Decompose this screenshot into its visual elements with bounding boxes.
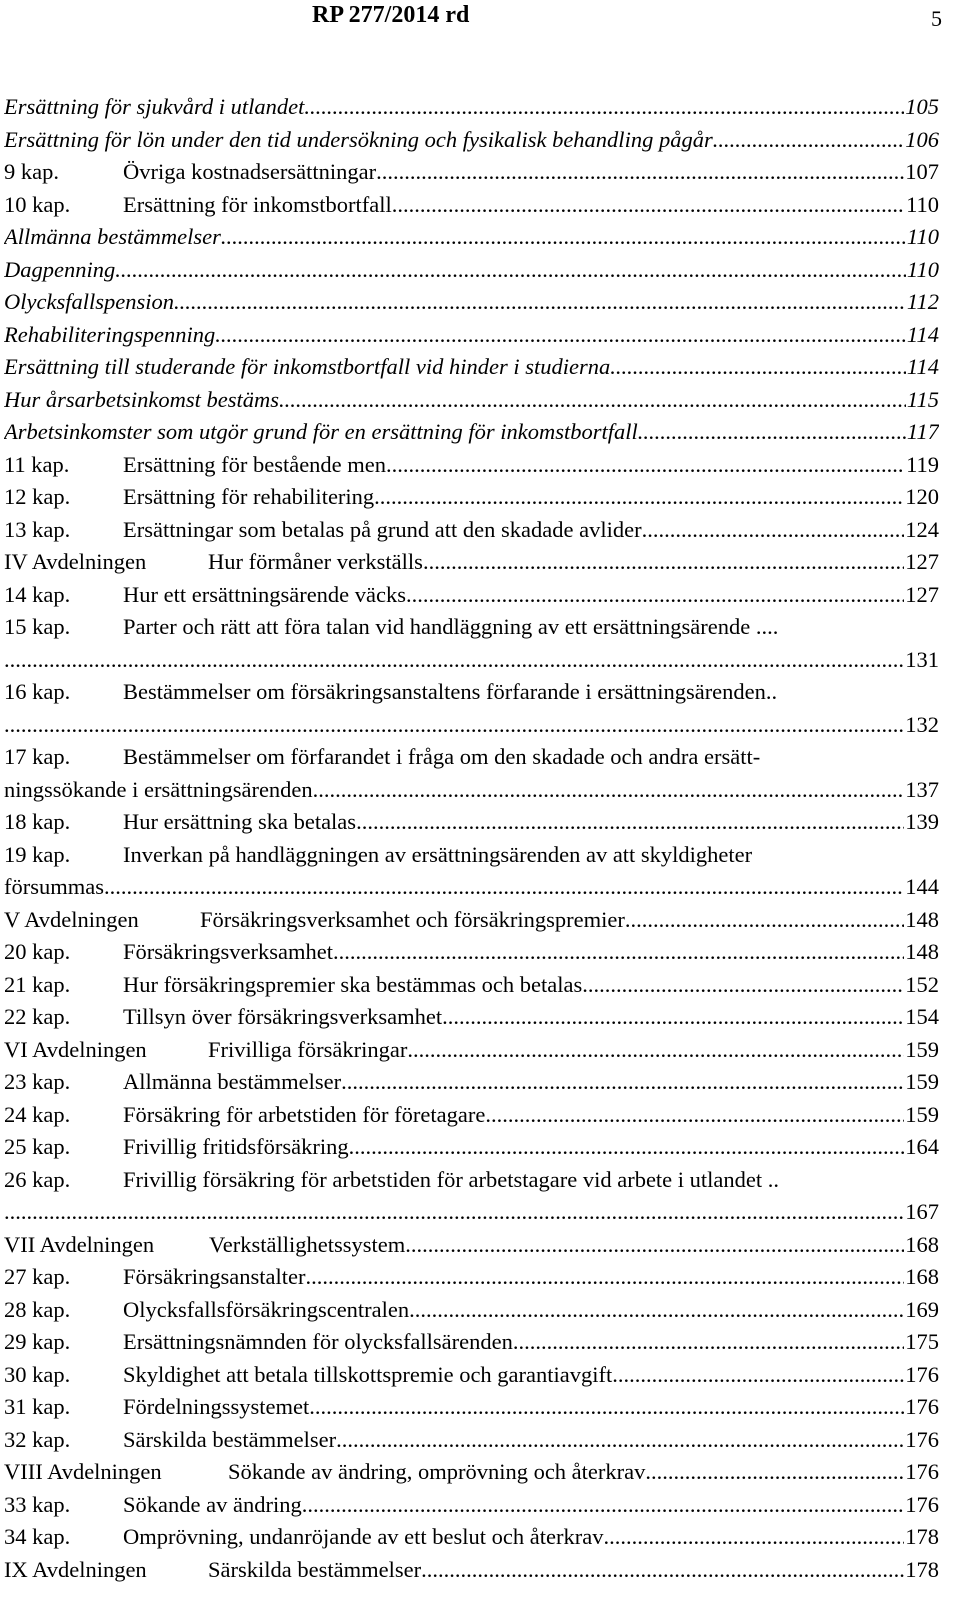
toc-entry-title: Särskilda bestämmelser [208,1556,422,1582]
toc-entry [4,1001,939,1034]
toc-entry-label [4,221,906,254]
leader-dots [645,1456,904,1489]
toc-entry-page: 115 [906,386,939,412]
leader-dots [221,221,906,254]
toc-entry-title: Bestämmelser om försäkringsanstaltens förfarande i ersättningsärenden.. [123,679,778,704]
toc-entry [4,546,939,579]
toc-entry-label [4,91,904,124]
toc-entry-number: 15 kap. [4,614,71,639]
toc-entry-number: 9 kap. [4,159,59,184]
toc-entry-number: IV Avdelningen [4,549,147,574]
toc-entry-title: Ersättning för inkomstbortfall [123,191,392,217]
toc-entry-label [4,286,906,319]
toc-entry-page: 176 [905,1491,939,1517]
toc-entry [4,254,939,287]
toc-entry [4,156,939,189]
toc-entry-title: Allmänna bestämmelser [4,224,221,249]
toc-entry-title: Allmänna bestämmelser [123,1069,342,1094]
toc-entry-number: 14 kap. [4,581,71,607]
leader-dots [386,449,905,482]
toc-entry-page: 114 [906,321,939,347]
toc-entry-label [4,546,904,579]
toc-entry-page: 127 [905,549,939,574]
leader-dots [407,1034,904,1067]
toc-entry-number: 29 kap. [4,1329,71,1354]
toc-entry-title: Ersättning för bestående men [123,451,387,477]
toc-entry-label [4,1066,904,1099]
toc-entry-number: 33 kap. [4,1491,71,1517]
toc-entry-label [4,1229,904,1262]
leader-dots [442,1001,904,1034]
toc-entry-title: Inverkan på handläggningen av ersättningsärenden av att skyldigheter [123,841,753,867]
toc-entry-page: 107 [905,159,939,184]
toc-entry [4,1424,939,1457]
toc-entry [4,904,939,937]
toc-entry-page: 124 [905,516,939,542]
toc-entry-title: Sökande av ändring, omprövning och återkrav [228,1459,646,1484]
leader-dots [405,1229,904,1262]
leader-dots [713,124,905,157]
toc-entry [4,91,939,124]
toc-entry-title: Tillsyn över försäkringsverksamhet [123,1004,443,1029]
toc-entry-title: Skyldighet att betala tillskottspremie och garantiavgift [123,1361,613,1387]
toc-entry-page: 154 [905,1004,939,1029]
toc-entry [4,1326,939,1359]
toc-entry-page: 148 [905,906,939,932]
leader-dots [642,514,905,547]
toc-entry-title: försummas [4,874,104,899]
toc-entry-number: V Avdelningen [4,906,139,932]
toc-entry [4,1196,939,1229]
leader-dots [174,286,906,319]
toc-entry-label [4,709,904,742]
toc-entry-page: 132 [905,711,939,737]
toc-entry-number: 21 kap. [4,971,71,997]
toc-entry-number: 17 kap. [4,744,71,769]
toc-entry-number: 23 kap. [4,1069,71,1094]
toc-entry-label [4,1196,904,1229]
toc-entry-page: 112 [906,289,939,314]
toc-entry-label [4,969,904,1002]
toc-entry [4,514,939,547]
toc-entry-label [4,579,904,612]
toc-entry-page: 119 [906,451,939,477]
leader-dots [752,839,939,872]
toc-entry-label [4,644,904,677]
leader-dots [4,709,904,742]
toc-entry [4,676,939,709]
toc-entry-label [4,611,939,644]
toc-entry-page: 167 [905,1199,939,1224]
toc-entry-page: 139 [905,809,939,834]
toc-entry-label [4,1001,904,1034]
toc-entry-label [4,1424,904,1457]
toc-entry [4,189,939,222]
toc-entry-label [4,1034,904,1067]
toc-entry-label [4,806,904,839]
toc-entry [4,124,939,157]
page-header [0,2,960,34]
leader-dots [333,936,904,969]
toc-entry-title: ningssökande i ersättningsärenden [4,776,313,802]
leader-dots [309,1391,904,1424]
toc-entry [4,1456,939,1489]
toc-entry-label [4,904,904,937]
toc-entry-number: 34 kap. [4,1524,71,1549]
toc-entry-number: IX Avdelningen [4,1556,147,1582]
toc-entry-number: 22 kap. [4,1004,71,1029]
toc-entry-title: Arbetsinkomster som utgör grund för en ersättning för inkomstbortfall [4,419,638,444]
leader-dots [304,91,904,124]
toc-entry-label [4,839,939,872]
toc-entry [4,416,939,449]
toc-entry-page: 110 [906,256,939,282]
toc-entry [4,969,939,1002]
toc-entry-title: Hur förmåner verkställs [208,549,423,574]
toc-entry-page: 176 [905,1426,939,1452]
toc-entry-title: Sökande av ändring [123,1491,302,1517]
toc-entry-title: Frivilliga försäkringar [208,1036,408,1062]
toc-entry-title: Hur ersättning ska betalas [123,809,357,834]
toc-entry [4,579,939,612]
toc-entry [4,806,939,839]
toc-entry-label [4,1489,904,1522]
leader-dots [409,1294,904,1327]
toc-entry-label [4,319,906,352]
toc-entry [4,221,939,254]
toc-entry-number: 24 kap. [4,1101,71,1127]
leader-dots [104,871,904,904]
leader-dots [610,351,906,384]
document-id: RP 277/2014 rd [312,2,470,28]
toc-entry-label [4,384,906,417]
leader-dots [423,546,904,579]
toc-entry-title: Försäkringsverksamhet och försäkringspremier [200,906,625,932]
toc-entry-number: 31 kap. [4,1394,71,1419]
toc-entry [4,774,939,807]
toc-entry-title: Särskilda bestämmelser [123,1426,337,1452]
toc-entry-page: 178 [905,1556,939,1582]
leader-dots [760,741,939,774]
toc-entry [4,1261,939,1294]
leader-dots [779,1164,939,1197]
toc-entry-page: 168 [905,1231,939,1257]
toc-entry-page: 106 [905,126,939,152]
toc-entry-label [4,871,904,904]
toc-entry-page: 120 [905,484,939,509]
leader-dots [336,1424,904,1457]
toc-entry [4,936,939,969]
leader-dots [778,611,939,644]
toc-entry-title: Ersättning till studerande för inkomstbortfall vid hinder i studierna [4,354,611,379]
leader-dots [356,806,904,839]
leader-dots [603,1521,904,1554]
toc-entry [4,709,939,742]
toc-entry-number: 32 kap. [4,1426,71,1452]
toc-entry [4,871,939,904]
toc-entry [4,1554,939,1587]
toc-entry-title: Frivillig fritidsförsäkring [123,1134,349,1159]
toc-entry-label [4,1521,904,1554]
toc-entry-number: VI Avdelningen [4,1036,147,1062]
toc-entry [4,1391,939,1424]
toc-entry-page: 110 [906,224,939,249]
leader-dots [279,384,906,417]
toc-entry-page: 169 [905,1296,939,1322]
toc-entry-number: 12 kap. [4,484,71,509]
toc-entry-page: 137 [905,776,939,802]
toc-entry-title: Verkställighetssystem [209,1231,406,1257]
toc-entry-title: Frivillig försäkring för arbetstiden för arbetstagare vid arbete i utlandet .. [123,1166,780,1192]
toc-entry-number: 13 kap. [4,516,71,542]
toc-entry-label [4,254,906,287]
toc-entry-number: 20 kap. [4,939,71,964]
leader-dots [513,1326,904,1359]
leader-dots [485,1099,904,1132]
toc-entry [4,351,939,384]
toc-entry-title: Parter och rätt att föra talan vid handläggning av ett ersättningsärende .... [123,614,779,639]
toc-entry-label [4,481,904,514]
leader-dots [612,1359,904,1392]
toc-entry-page: 168 [905,1264,939,1289]
toc-entry [4,286,939,319]
toc-entry-label [4,1131,904,1164]
toc-entry [4,1521,939,1554]
toc-entry [4,449,939,482]
toc-entry-page: 127 [905,581,939,607]
toc-entry-page: 144 [905,874,939,899]
toc-entry-number: 30 kap. [4,1361,71,1387]
toc-entry-page: 159 [905,1101,939,1127]
toc-entry-label [4,351,906,384]
toc-entry-title: Olycksfallsförsäkringscentralen [123,1296,410,1322]
toc-entry-label [4,1099,904,1132]
toc-entry-title: Ersättning för sjukvård i utlandet [4,94,305,119]
toc-entry-title: Hur ett ersättningsärende väcks [123,581,407,607]
toc-entry-page: 159 [905,1036,939,1062]
toc-entry [4,319,939,352]
leader-dots [376,156,904,189]
toc-entry-label [4,449,905,482]
leader-dots [625,904,904,937]
toc-entry-title: Olycksfallspension [4,289,174,314]
toc-entry-label [4,1554,904,1587]
toc-entry-number: 26 kap. [4,1166,71,1192]
table-of-contents [4,91,939,1586]
toc-entry [4,1164,939,1197]
toc-entry-label [4,676,939,709]
toc-entry-page: 131 [905,646,939,672]
toc-entry-label [4,514,904,547]
toc-entry-label [4,1261,904,1294]
toc-entry-page: 178 [905,1524,939,1549]
toc-entry-label [4,124,904,157]
leader-dots [313,774,905,807]
toc-entry-label [4,1326,904,1359]
toc-entry-page: 110 [906,191,939,217]
toc-entry-title: Försäkringsanstalter [123,1264,306,1289]
toc-entry [4,839,939,872]
leader-dots [374,481,904,514]
toc-entry-page: 152 [905,971,939,997]
toc-entry-number: 10 kap. [4,191,71,217]
toc-entry-page: 176 [905,1459,939,1484]
toc-entry-title: Hur årsarbetsinkomst bestäms [4,386,280,412]
toc-entry-title: Övriga kostnadsersättningar [123,159,377,184]
toc-entry-page: 164 [905,1134,939,1159]
toc-entry-page: 117 [906,419,939,444]
leader-dots [582,969,904,1002]
toc-entry-number: 11 kap. [4,451,70,477]
toc-entry [4,1294,939,1327]
toc-entry-number: VII Avdelningen [4,1231,155,1257]
toc-entry-number: 18 kap. [4,809,71,834]
toc-entry-label [4,774,904,807]
toc-entry-label [4,189,905,222]
toc-entry-title: Försäkringsverksamhet [123,939,333,964]
toc-entry-title: Rehabiliteringspenning [4,321,216,347]
toc-entry [4,1131,939,1164]
toc-entry [4,644,939,677]
leader-dots [406,579,904,612]
leader-dots [115,254,906,287]
toc-entry-page: 114 [906,354,939,379]
toc-entry-page: 105 [905,94,939,119]
toc-entry-number: VIII Avdelningen [4,1459,162,1484]
toc-entry-number: 27 kap. [4,1264,71,1289]
toc-entry-label [4,156,904,189]
toc-entry-title: Omprövning, undanröjande av ett beslut och återkrav [123,1524,604,1549]
leader-dots [638,416,906,449]
page-number: 5 [931,6,942,31]
toc-entry [4,1034,939,1067]
toc-entry [4,384,939,417]
toc-entry-label [4,1359,904,1392]
toc-entry-number: 25 kap. [4,1134,71,1159]
leader-dots [777,676,939,709]
leader-dots [215,319,906,352]
toc-entry-label [4,416,906,449]
toc-entry-label [4,1294,904,1327]
toc-entry [4,1359,939,1392]
leader-dots [421,1554,904,1587]
toc-entry-title: Ersättning för lön under den tid undersökning och fysikalisk behandling pågår [4,126,713,152]
toc-entry [4,741,939,774]
leader-dots [341,1066,904,1099]
toc-entry-title: Ersättning för rehabilitering [123,484,375,509]
toc-entry-label [4,741,939,774]
toc-entry-label [4,936,904,969]
toc-entry-title: Ersättningsnämnden för olycksfallsärenden [123,1329,513,1354]
toc-entry-title: Ersättningar som betalas på grund att den skadade avlider [123,516,642,542]
leader-dots [392,189,905,222]
toc-entry-title: Dagpenning [4,256,116,282]
toc-entry-page: 176 [905,1394,939,1419]
toc-entry [4,481,939,514]
toc-entry [4,1066,939,1099]
toc-entry [4,1229,939,1262]
toc-entry-title: Bestämmelser om förfarandet i fråga om den skadade och andra ersätt- [123,744,761,769]
toc-entry-label [4,1456,904,1489]
toc-entry-label [4,1164,939,1197]
toc-entry-page: 148 [905,939,939,964]
toc-entry-title: Hur försäkringspremier ska bestämmas och betalas [123,971,583,997]
leader-dots [4,1196,904,1229]
toc-entry-number: 16 kap. [4,679,71,704]
toc-entry-page: 175 [905,1329,939,1354]
toc-entry-title: Fördelningssystemet [123,1394,310,1419]
leader-dots [4,644,904,677]
leader-dots [349,1131,905,1164]
toc-entry [4,1099,939,1132]
toc-entry [4,1489,939,1522]
toc-entry-number: 28 kap. [4,1296,71,1322]
leader-dots [302,1489,905,1522]
leader-dots [305,1261,904,1294]
toc-entry-number: 19 kap. [4,841,71,867]
toc-entry-page: 176 [905,1361,939,1387]
toc-entry-page: 159 [905,1069,939,1094]
toc-entry [4,611,939,644]
toc-entry-label [4,1391,904,1424]
toc-entry-title: Försäkring för arbetstiden för företagare [123,1101,486,1127]
